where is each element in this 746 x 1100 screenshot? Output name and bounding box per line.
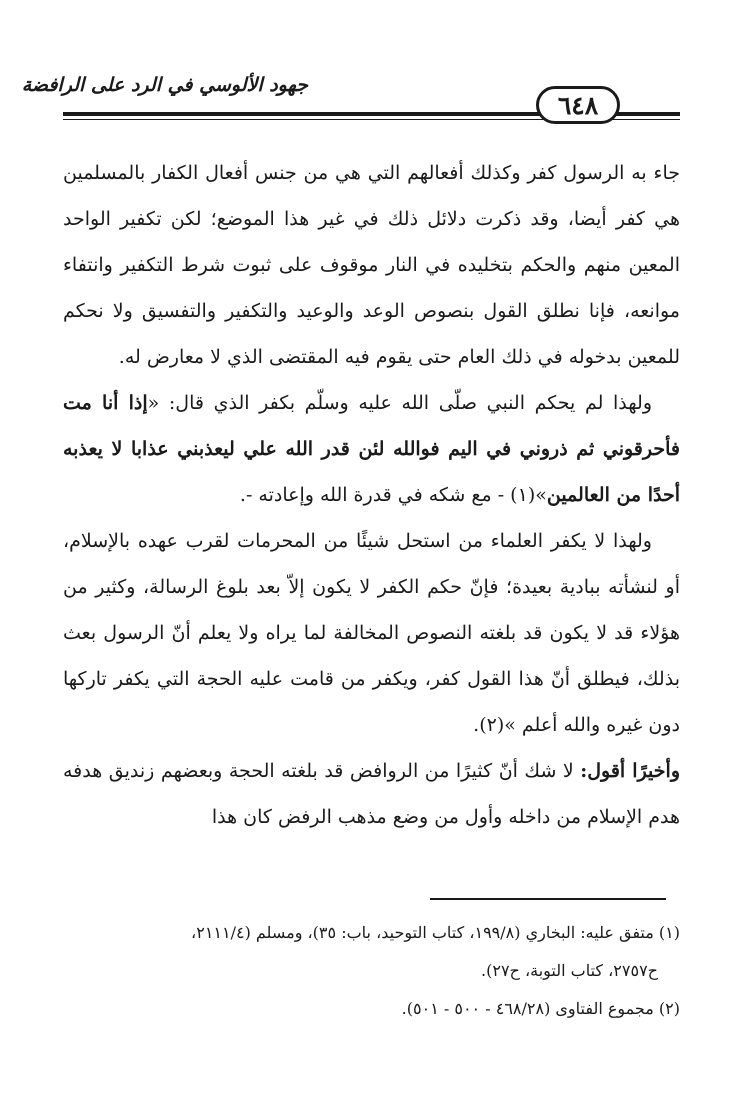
paragraph-2-end: »(١) - مع شكه في قدرة الله وإعادته -. — [239, 484, 547, 506]
paragraph-2-intro: ولهذا لم يحكم النبي صلّى الله عليه وسلّم بكفر الذي قال: « — [147, 392, 652, 414]
paragraph-4 — [63, 748, 680, 840]
paragraph-4-rest: لا شك أنّ كثيرًا من الروافض قد بلغته الحجة وبعضهم زنديق هدفه هدم الإسلام من داخله وأول من وضع مذهب الرفض كان هذا — [63, 760, 680, 828]
footnote-1: (١) متفق عليه: البخاري (١٩٩/٨، كتاب التوحيد، باب: ٣٥)، ومسلم (٢١١١/٤، — [191, 923, 680, 942]
paragraph-1: جاء به الرسول كفر وكذلك أفعالهم التي هي من جنس أفعال الكفار بالمسلمين هي كفر أيضا، وقد ذكرت دلائل ذلك في غير هذا الموضع؛ لكن تكفير الواحد المعين منهم والحكم بتخليده في النار موقوف على ثبوت شرط التكفير وانتفاء موانعه، فإنا نطلق القول بنصوص الوعد والوعيد والتكفير والتفسيق ولا نحكم للمعين بدخوله في ذلك العام حتى يقوم فيه المقتضى الذي لا معارض له. — [63, 162, 680, 368]
running-header-title: جهود الألوسي في الرد على الرافضة — [21, 74, 308, 96]
paragraph-2 — [63, 380, 680, 518]
footnotes — [63, 914, 680, 1028]
footnote-separator — [430, 898, 666, 900]
footnote-1-continued: ح٢٧٥٧، كتاب التوبة، ح٢٧). — [481, 961, 658, 980]
paragraph-4-lead: وأخيرًا أقول: — [580, 760, 680, 782]
main-text — [63, 150, 680, 840]
page-number-badge: ٦٤٨ — [536, 86, 620, 124]
footnote-2: (٢) مجموع الفتاوى (٤٦٨/٢٨ - ٥٠٠ - ٥٠١). — [401, 999, 680, 1018]
paragraph-3: ولهذا لا يكفر العلماء من استحل شيئًا من المحرمات لقرب عهده بالإسلام، أو لنشأته ببادية بعيدة؛ فإنّ حكم الكفر لا يكون إلاّ بعد بلوغ الرسالة، وكثير من هؤلاء قد لا يكون قد بلغته النصوص المخالفة لما يراه ولا يعلم أنّ الرسول بعث بذلك، فيطلق أنّ هذا القول كفر، ويكفر من قامت عليه الحجة التي يكفر تاركها دون غيره والله أعلم »(٢). — [63, 530, 680, 736]
hadith-quote: إذا أنا مت فأحرقوني ثم ذروني في اليم فوالله لئن قدر الله علي ليعذبني عذابا لا يعذبه أحدًا من العالمين — [63, 392, 680, 506]
